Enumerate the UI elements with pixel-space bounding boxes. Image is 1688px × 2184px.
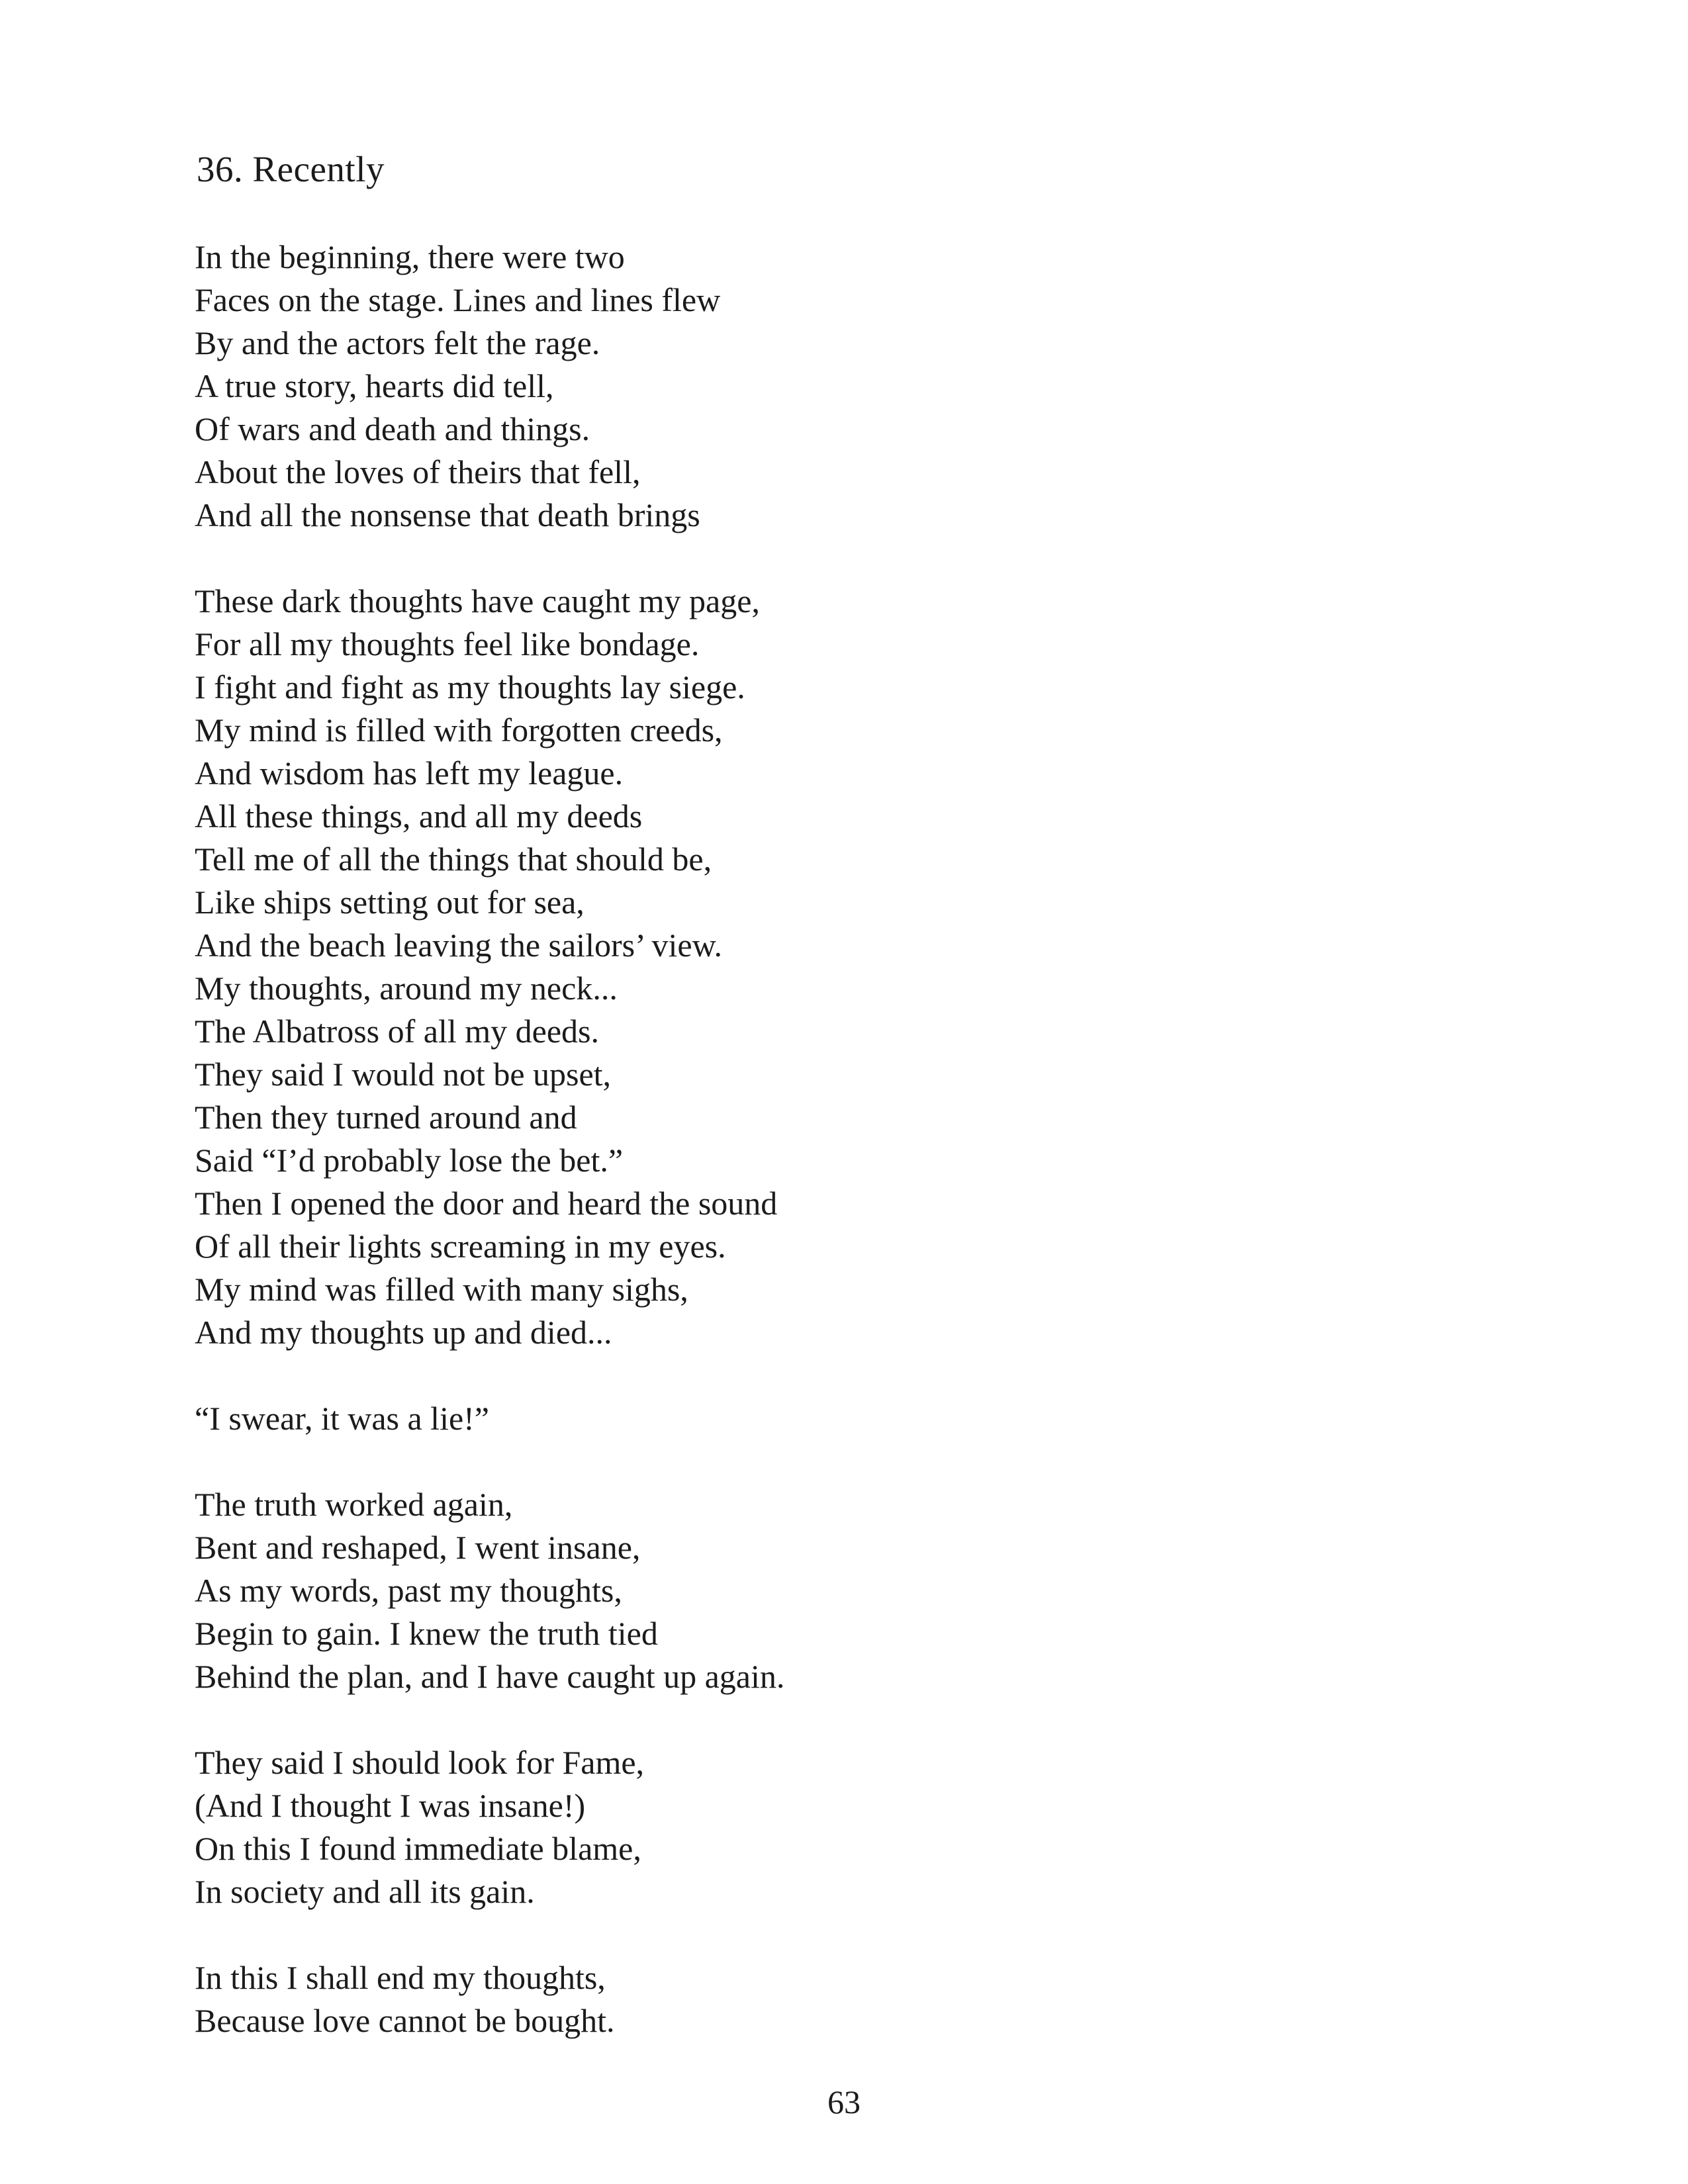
poem-line: And all the nonsense that death brings — [195, 496, 700, 533]
poem-line: Then I opened the door and heard the sound — [195, 1185, 778, 1222]
poem-line: In this I shall end my thoughts, — [195, 1959, 606, 1996]
poem-line: And the beach leaving the sailors’ view. — [195, 927, 722, 964]
poem-line: My mind was filled with many sighs, — [195, 1271, 688, 1308]
poem-line: They said I would not be upset, — [195, 1056, 612, 1093]
poem-line: Then they turned around and — [195, 1099, 577, 1136]
poem-line: In society and all its gain. — [195, 1873, 535, 1910]
poem-line: The Albatross of all my deeds. — [195, 1013, 599, 1050]
poem-line: Faces on the stage. Lines and lines flew — [195, 281, 721, 318]
poem-line: In the beginning, there were two — [195, 238, 625, 275]
poem-line: Said “I’d probably lose the bet.” — [195, 1142, 624, 1179]
poem-line: (And I thought I was insane!) — [195, 1787, 586, 1824]
poem-line: By and the actors felt the rage. — [195, 324, 600, 361]
poem-line: And wisdom has left my league. — [195, 754, 624, 792]
poem-line: Of all their lights screaming in my eyes. — [195, 1228, 726, 1265]
poem-line: My mind is filled with forgotten creeds, — [195, 711, 723, 749]
poem-stanza — [195, 236, 784, 537]
poem-line: Of wars and death and things. — [195, 410, 590, 447]
poem-line: Because love cannot be bought. — [195, 2002, 615, 2039]
poem-stanza — [195, 1397, 784, 1440]
poem-line: The truth worked again, — [195, 1486, 513, 1523]
poem-line: Bent and reshaped, I went insane, — [195, 1529, 641, 1566]
poem-line: Behind the plan, and I have caught up again. — [195, 1658, 785, 1695]
poem-line: My thoughts, around my neck... — [195, 970, 618, 1007]
poem-line: On this I found immediate blame, — [195, 1830, 641, 1867]
poem-line: Begin to gain. I knew the truth tied — [195, 1615, 658, 1652]
poem-line: They said I should look for Fame, — [195, 1744, 645, 1781]
poem-title: 36. Recently — [197, 149, 385, 189]
poem-line: About the loves of theirs that fell, — [195, 453, 641, 490]
page-number: 63 — [827, 2083, 861, 2120]
poem-stanza — [195, 1741, 784, 1913]
poem-line: Tell me of all the things that should be, — [195, 841, 712, 878]
poem-line: These dark thoughts have caught my page, — [195, 582, 760, 619]
poem-line: Like ships setting out for sea, — [195, 884, 585, 921]
poem-stanza — [195, 580, 784, 1354]
poem-line: As my words, past my thoughts, — [195, 1572, 622, 1609]
poem-body — [195, 236, 784, 2042]
poem-line: All these things, and all my deeds — [195, 797, 643, 835]
poem-line: And my thoughts up and died... — [195, 1314, 612, 1351]
poem-stanza — [195, 1956, 784, 2042]
poem-line: For all my thoughts feel like bondage. — [195, 625, 700, 662]
poem-line: I fight and fight as my thoughts lay siege. — [195, 668, 745, 705]
poem-line: “I swear, it was a lie!” — [195, 1400, 489, 1437]
poem-line: A true story, hearts did tell, — [195, 367, 554, 404]
poem-stanza — [195, 1483, 784, 1698]
